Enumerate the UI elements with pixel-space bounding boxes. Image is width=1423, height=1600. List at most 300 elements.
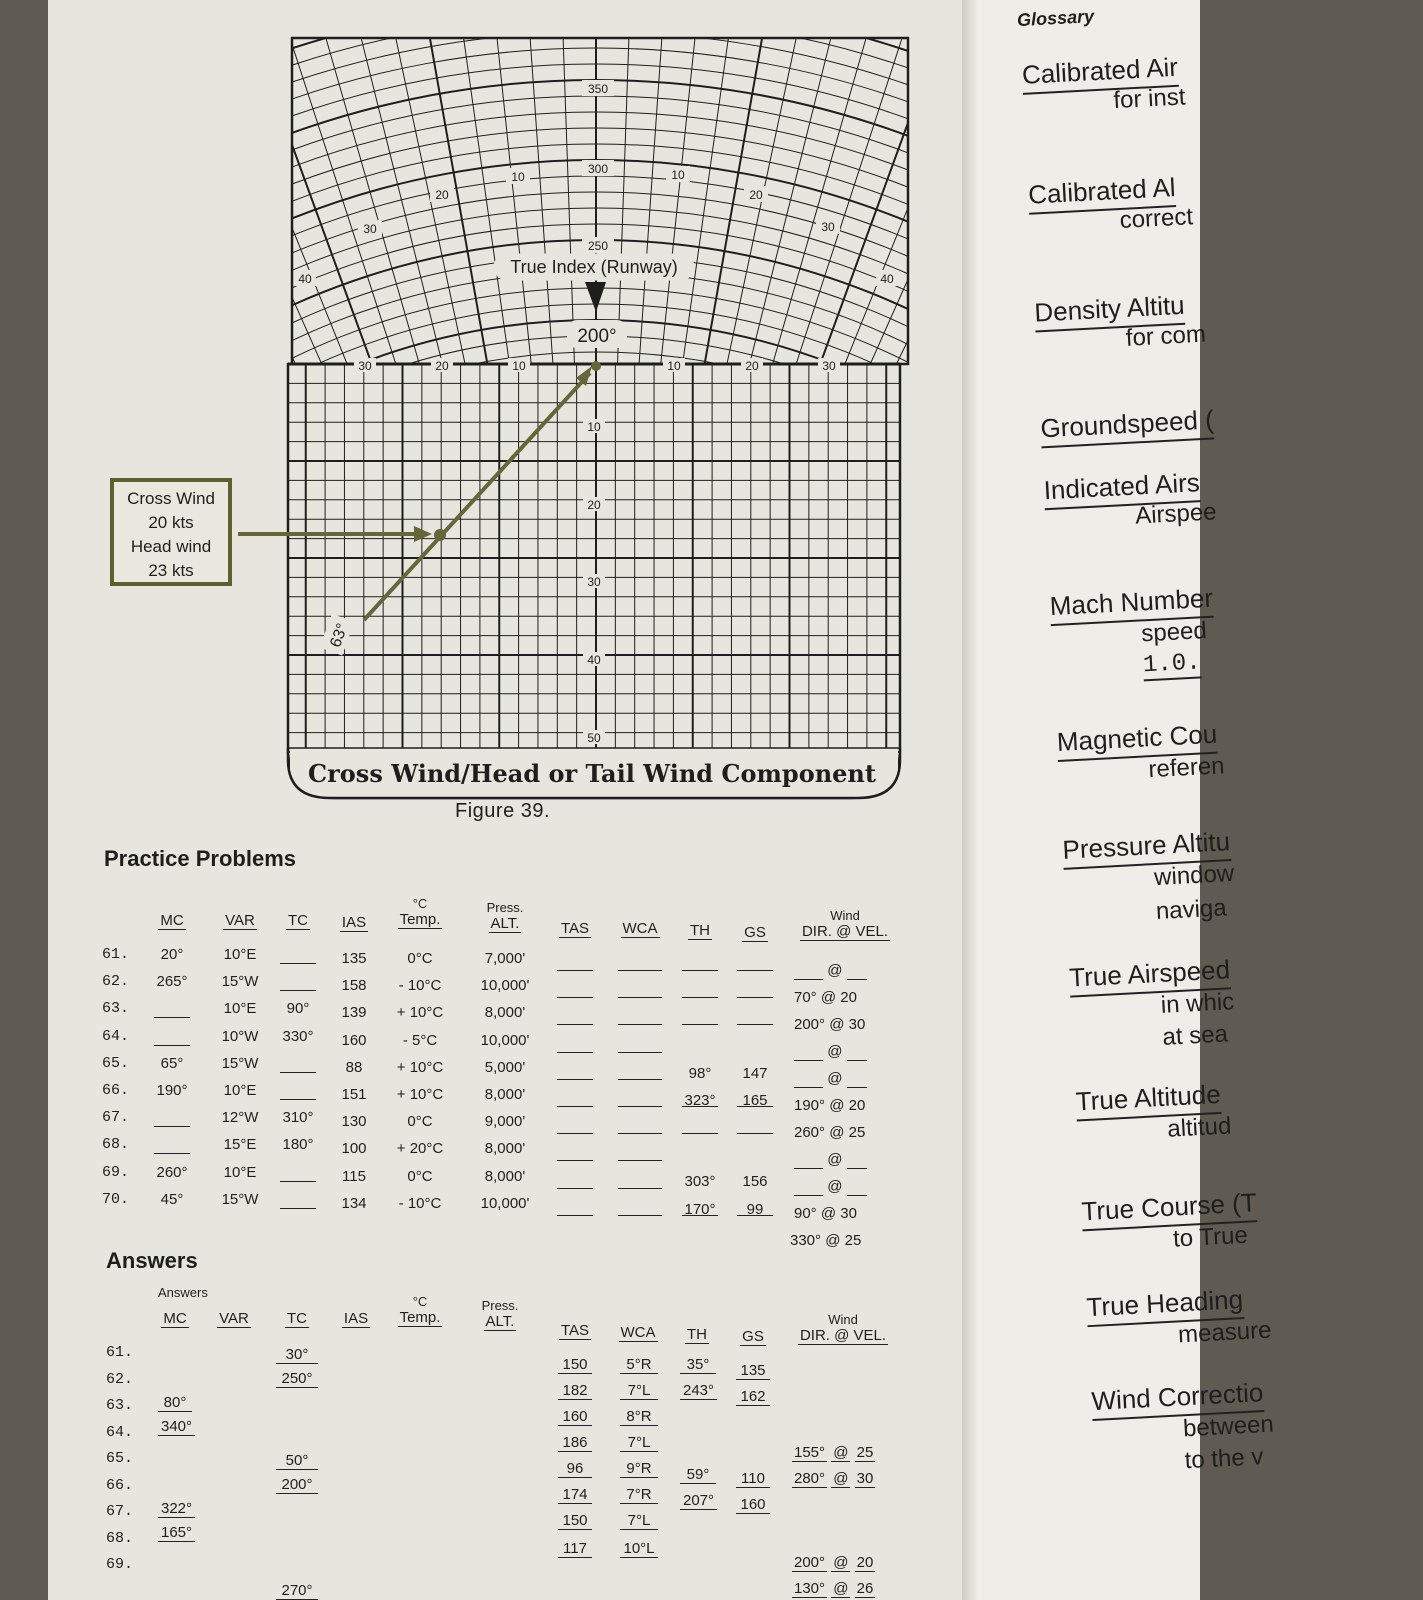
tick-30-right xyxy=(816,218,840,234)
answer-th: 59° xyxy=(680,1466,716,1484)
h-tick-10-right xyxy=(663,358,685,373)
answer-wind xyxy=(792,1554,875,1571)
runway-heading-label xyxy=(567,320,627,348)
at-sign: @ xyxy=(833,1470,849,1487)
glossary-def: Airspee xyxy=(1134,498,1218,530)
glossary-def: to True xyxy=(1172,1221,1249,1253)
origin-point xyxy=(591,361,601,371)
at-sign: @ xyxy=(833,1580,849,1597)
at-sign: @ xyxy=(825,1232,841,1249)
wind-velocity: 20 xyxy=(848,1097,866,1114)
answer-tas: 186 xyxy=(558,1434,592,1452)
answer-blank xyxy=(557,1106,593,1107)
answer-blank xyxy=(682,997,718,998)
answer-blank xyxy=(618,1024,662,1025)
cell-temp: - 10°C xyxy=(398,1194,442,1212)
wind-velocity: 30 xyxy=(840,1205,857,1222)
svg-text:30: 30 xyxy=(821,220,835,234)
glossary-def: for inst xyxy=(1112,83,1187,115)
answer-th: 207° xyxy=(680,1492,717,1510)
answer-blank xyxy=(618,1160,662,1161)
glossary-term: Wind Correctio xyxy=(1091,1377,1265,1421)
svg-text:63°: 63° xyxy=(327,621,352,650)
glossary-term: Magnetic Cou xyxy=(1056,719,1218,762)
answer-blank xyxy=(682,970,718,971)
wind-vector xyxy=(364,373,590,620)
answer-tas: 150 xyxy=(558,1512,592,1530)
wind-direction: 200° xyxy=(794,1554,826,1571)
true-index-label xyxy=(494,254,694,280)
row-number: 61. xyxy=(102,946,130,963)
v-tick-30 xyxy=(583,574,605,589)
cell-ias: 160 xyxy=(341,1031,367,1049)
answer-blank xyxy=(618,1215,662,1216)
tick-250 xyxy=(582,237,614,253)
glossary-def: for com xyxy=(1125,320,1207,352)
wind-direction: 190° xyxy=(794,1097,826,1114)
wind-entry xyxy=(794,1178,867,1195)
answer-row-number: 61. xyxy=(106,1344,134,1361)
answer-gs: 160 xyxy=(736,1496,770,1514)
wind-direction: 330° xyxy=(790,1232,822,1249)
v-tick-20 xyxy=(583,497,605,512)
cell-temp: 0°C xyxy=(407,1167,433,1185)
cell-ias: 139 xyxy=(341,1004,367,1022)
figure-caption: Figure 39. xyxy=(455,800,551,822)
svg-text:300: 300 xyxy=(587,162,609,176)
answer-blank xyxy=(737,997,773,998)
answer-blank xyxy=(280,1072,316,1073)
cell-alt: 8,000' xyxy=(484,1167,526,1185)
glossary-page xyxy=(980,0,1275,1600)
answers-header-temp xyxy=(380,1294,460,1326)
answer-blank xyxy=(557,997,593,998)
glossary-def: to the v xyxy=(1184,1443,1265,1475)
wind-entry xyxy=(794,1043,867,1060)
wind-entry xyxy=(794,1097,865,1114)
answers-header-alt-top: Press. xyxy=(481,1298,519,1313)
at-sign: @ xyxy=(829,1124,845,1141)
h-tick-30-left xyxy=(354,358,376,373)
column-header-wind xyxy=(780,908,910,940)
at-sign: @ xyxy=(827,1070,843,1087)
answer-wind xyxy=(792,1580,875,1597)
cell-mc: 265° xyxy=(156,973,188,991)
svg-text:40: 40 xyxy=(587,653,601,667)
answer-gs: 135 xyxy=(736,1362,770,1380)
answers-header-wind-top: Wind xyxy=(828,1312,858,1327)
answer-wca: 8°R xyxy=(620,1408,658,1426)
answer-blank xyxy=(618,1188,662,1189)
answer-mc: 165° xyxy=(158,1524,195,1542)
glossary-def: measure xyxy=(1177,1316,1273,1349)
answer-blank xyxy=(154,1017,190,1018)
cell-mc: 190° xyxy=(156,1082,188,1099)
answer-tas: 174 xyxy=(558,1486,592,1504)
glossary-term: True Altitude xyxy=(1075,1079,1222,1122)
answers-header-wind-label: DIR. @ VEL. xyxy=(799,1327,887,1344)
wind-entry xyxy=(794,1151,867,1168)
practice-heading: Practice Problems xyxy=(104,846,296,871)
cell-var: 12°W xyxy=(221,1109,259,1127)
column-header-wca-label: WCA xyxy=(622,920,658,937)
answer-tas: 160 xyxy=(558,1408,592,1426)
svg-text:200°: 200° xyxy=(577,326,617,347)
glossary-term: Calibrated Al xyxy=(1027,172,1176,215)
answer-tc: 50° xyxy=(276,1452,318,1470)
cell-var: 15°E xyxy=(223,1136,257,1154)
glossary-def: referen xyxy=(1147,752,1226,784)
answer-mc: 340° xyxy=(158,1418,195,1436)
svg-text:True Index (Runway): True Index (Runway) xyxy=(510,257,678,277)
row-number: 66. xyxy=(102,1082,130,1099)
h-tick-30-right xyxy=(818,358,840,373)
cell-ias: 115 xyxy=(342,1167,366,1185)
v-tick-40 xyxy=(583,652,605,667)
tick-20-right xyxy=(744,186,768,202)
answers-header-th-label: TH xyxy=(687,1326,707,1343)
answer-blank xyxy=(557,1133,593,1134)
answers-header-temp-top: °C xyxy=(412,1294,428,1309)
column-header-wind-label: DIR. @ VEL. xyxy=(801,923,889,940)
answer-wca: 7°R xyxy=(620,1486,658,1504)
answer-blank xyxy=(557,1188,593,1189)
wind-direction: 200° xyxy=(794,1016,826,1033)
tick-40-right xyxy=(876,270,898,286)
cell-alt: 5,000' xyxy=(484,1058,526,1076)
tick-300 xyxy=(582,160,614,176)
cell-ias: 158 xyxy=(341,977,367,995)
cell-alt: 9,000' xyxy=(484,1113,526,1131)
svg-text:10: 10 xyxy=(671,168,685,182)
glossary-term: True Course (T xyxy=(1081,1187,1258,1231)
answer-blank xyxy=(154,1153,190,1154)
answer-wind xyxy=(792,1470,875,1487)
cell-tc: 90° xyxy=(286,1000,310,1018)
cell-alt: 10,000' xyxy=(480,1194,530,1212)
glossary-def: correct xyxy=(1119,203,1194,234)
answer-row-number: 67. xyxy=(106,1503,134,1520)
column-header-gs-label: GS xyxy=(744,924,766,941)
cell-temp: 0°C xyxy=(407,1113,433,1131)
cell-alt: 8,000' xyxy=(484,1004,526,1022)
cell-gs: 147 xyxy=(742,1064,768,1082)
at-sign: @ xyxy=(829,1016,845,1033)
cell-alt: 8,000' xyxy=(484,1140,526,1158)
wind-velocity: 25 xyxy=(848,1124,866,1141)
answer-tc: 250° xyxy=(276,1370,318,1388)
answer-blank xyxy=(682,1106,718,1107)
cell-var: 10°E xyxy=(223,1000,257,1018)
component-point xyxy=(434,529,446,541)
answer-tc: 270° xyxy=(276,1582,318,1600)
cell-alt: 10,000' xyxy=(480,1031,530,1049)
row-number: 67. xyxy=(102,1109,130,1127)
answer-blank xyxy=(618,1133,662,1134)
column-header-temp-top: °C xyxy=(412,896,428,911)
at-sign: @ xyxy=(827,1151,843,1168)
answers-header-mc-label: MC xyxy=(163,1310,187,1327)
column-header-temp xyxy=(380,896,460,928)
cell-ias: 88 xyxy=(345,1058,363,1076)
at-sign: @ xyxy=(820,1205,837,1222)
cell-th: 170° xyxy=(684,1200,716,1218)
chart-title: Cross Wind/Head or Tail Wind Component xyxy=(308,759,876,788)
at-sign: @ xyxy=(827,962,843,979)
answer-row-number: 68. xyxy=(106,1529,134,1547)
row-number: 63. xyxy=(102,1000,130,1018)
glossary-title: Glossary xyxy=(1016,6,1095,31)
answers-header-var-label: VAR xyxy=(219,1310,249,1327)
answer-blank xyxy=(280,1208,316,1209)
answer-wca: 9°R xyxy=(620,1460,658,1478)
cell-th: 303° xyxy=(684,1173,716,1191)
at-sign: @ xyxy=(820,989,837,1006)
at-sign: @ xyxy=(827,1043,843,1060)
row-number: 65. xyxy=(102,1054,130,1072)
answer-wca: 7°L xyxy=(620,1382,658,1400)
column-header-alt-top: Press. xyxy=(486,900,524,915)
answers-header-tc-label: TC xyxy=(287,1310,307,1327)
wind-velocity: 20 xyxy=(840,989,857,1006)
column-header-alt-label: ALT. xyxy=(490,915,520,932)
glossary-def: 1.0. xyxy=(1142,649,1202,680)
answers-header-tas-label: TAS xyxy=(560,1322,590,1339)
answer-blank xyxy=(737,1024,773,1025)
column-header-ias-label: IAS xyxy=(341,914,367,931)
cell-mc: 45° xyxy=(160,1190,184,1208)
wind-direction: 90° xyxy=(794,1205,817,1222)
answer-row-number: 62. xyxy=(106,1370,134,1388)
answers-header-gs-label: GS xyxy=(742,1328,764,1345)
glossary-def: between xyxy=(1182,1410,1275,1443)
column-header-temp-label: Temp. xyxy=(399,911,441,928)
wind-entry xyxy=(794,1016,865,1033)
answer-th: 35° xyxy=(680,1356,716,1374)
glossary-term: Mach Number xyxy=(1049,583,1214,626)
wind-velocity: 30 xyxy=(848,1016,866,1033)
answer-blank xyxy=(280,1181,316,1182)
answer-blank xyxy=(280,1099,316,1100)
cell-ias: 100 xyxy=(341,1140,367,1158)
svg-text:10: 10 xyxy=(511,170,525,184)
answer-blank xyxy=(280,990,316,991)
answers-header-temp-label: Temp. xyxy=(399,1309,441,1326)
at-sign: @ xyxy=(829,1097,845,1114)
svg-text:30: 30 xyxy=(587,575,601,589)
answer-blank xyxy=(682,1133,718,1134)
cell-ias: 135 xyxy=(341,950,367,967)
answer-blank xyxy=(557,970,593,971)
glossary-term: Calibrated Air xyxy=(1021,52,1179,95)
column-header-alt xyxy=(465,900,545,932)
cell-var: 15°W xyxy=(221,1190,259,1208)
wind-components-callout: Cross Wind 20 kts Head wind 23 kts xyxy=(110,478,232,586)
answers-header-wca-label: WCA xyxy=(620,1324,656,1341)
svg-text:50: 50 xyxy=(587,731,601,745)
svg-text:20: 20 xyxy=(749,188,763,202)
answer-blank xyxy=(737,970,773,971)
answers-header-alt-label: ALT. xyxy=(485,1313,515,1330)
cell-gs: 156 xyxy=(742,1173,768,1191)
answer-blank xyxy=(557,1160,593,1161)
cell-ias: 134 xyxy=(341,1194,367,1212)
glossary-term: True Heading xyxy=(1086,1284,1244,1327)
answers-header-alt xyxy=(460,1298,540,1330)
svg-text:40: 40 xyxy=(880,272,894,286)
glossary-def: speed xyxy=(1140,617,1208,648)
answer-wca: 10°L xyxy=(620,1540,658,1558)
wind-entry xyxy=(794,1124,865,1141)
wind-entry xyxy=(790,1232,861,1249)
tick-10-left xyxy=(506,168,530,184)
h-tick-20-left xyxy=(431,358,453,373)
cell-tc: 180° xyxy=(282,1136,314,1154)
cell-var: 10°E xyxy=(223,1163,257,1181)
answer-wind xyxy=(792,1444,875,1461)
wind-entry xyxy=(794,1070,867,1087)
svg-text:20: 20 xyxy=(435,188,449,202)
wind-entry xyxy=(794,962,867,979)
answer-blank xyxy=(618,1079,662,1080)
answer-blank xyxy=(154,1045,190,1046)
svg-text:20: 20 xyxy=(435,359,449,373)
answer-mc: 80° xyxy=(158,1394,192,1412)
answer-blank xyxy=(557,1079,593,1080)
cell-ias: 151 xyxy=(341,1086,367,1103)
glossary-def: naviga xyxy=(1155,894,1228,926)
answer-tas: 182 xyxy=(558,1382,592,1400)
glossary-def: at sea xyxy=(1161,1020,1229,1051)
at-sign: @ xyxy=(827,1178,843,1195)
svg-text:350: 350 xyxy=(587,82,609,96)
cell-th: 323° xyxy=(684,1091,716,1109)
cell-mc: 20° xyxy=(160,946,184,963)
glossary-term: Indicated Airs xyxy=(1043,467,1201,510)
answer-th: 243° xyxy=(680,1382,717,1400)
answer-mc: 322° xyxy=(158,1500,195,1518)
answer-row-number: 66. xyxy=(106,1476,134,1494)
column-header-var-label: VAR xyxy=(225,912,255,929)
wind-velocity: 25 xyxy=(856,1444,874,1461)
answer-tas: 117 xyxy=(558,1540,592,1558)
answer-blank xyxy=(618,970,662,971)
wind-direction: 260° xyxy=(794,1124,826,1141)
answer-wca: 5°R xyxy=(620,1356,658,1374)
answers-subheading: Answers xyxy=(158,1285,208,1300)
cell-temp: + 20°C xyxy=(396,1140,444,1158)
answer-blank xyxy=(737,1106,773,1107)
cell-ias: 130 xyxy=(341,1113,367,1131)
answer-blank xyxy=(280,963,316,964)
cell-temp: + 10°C xyxy=(396,1058,444,1076)
column-header-mc-label: MC xyxy=(160,912,184,929)
answer-blank xyxy=(557,1215,593,1216)
answer-tc: 200° xyxy=(276,1476,318,1494)
svg-text:20: 20 xyxy=(745,359,759,373)
cell-alt: 10,000' xyxy=(480,977,530,995)
answer-blank xyxy=(618,1106,662,1107)
answer-row-number: 69. xyxy=(106,1556,134,1573)
column-header-tas-label: TAS xyxy=(560,920,590,937)
glossary-def: altitud xyxy=(1166,1112,1233,1143)
answer-row-number: 65. xyxy=(106,1450,134,1467)
answers-header-wind xyxy=(778,1312,908,1344)
cell-mc: 260° xyxy=(156,1163,188,1181)
at-sign: @ xyxy=(833,1554,849,1571)
answer-blank xyxy=(557,1052,593,1053)
row-number: 69. xyxy=(102,1163,130,1181)
tick-10-right xyxy=(666,166,690,182)
glossary-term: True Airspeed xyxy=(1069,954,1232,997)
wind-direction: 70° xyxy=(794,989,817,1006)
cell-gs: 165 xyxy=(742,1091,768,1109)
svg-text:30: 30 xyxy=(358,359,372,373)
svg-text:20: 20 xyxy=(587,498,601,512)
wind-velocity: 26 xyxy=(856,1580,874,1597)
answer-row-number: 64. xyxy=(106,1423,134,1441)
cell-mc: 65° xyxy=(160,1054,184,1072)
cell-var: 15°W xyxy=(221,973,259,991)
answer-blank xyxy=(618,997,662,998)
answer-blank xyxy=(737,1215,773,1216)
svg-text:30: 30 xyxy=(363,222,377,236)
column-header-th-label: TH xyxy=(690,922,710,939)
svg-text:250: 250 xyxy=(587,239,609,253)
svg-text:10: 10 xyxy=(587,420,601,434)
answers-heading: Answers xyxy=(106,1248,198,1273)
tick-20-left xyxy=(430,186,454,202)
cell-gs: 99 xyxy=(746,1200,764,1218)
column-header-tc-label: TC xyxy=(288,912,308,929)
glossary-def: window xyxy=(1153,859,1235,892)
cell-temp: - 10°C xyxy=(398,977,442,995)
row-number: 70. xyxy=(102,1190,130,1208)
wind-direction: 130° xyxy=(794,1580,826,1597)
cell-var: 15°W xyxy=(221,1054,259,1072)
answer-row-number: 63. xyxy=(106,1397,134,1414)
v-tick-10 xyxy=(583,419,605,434)
row-number: 62. xyxy=(102,973,130,991)
tick-40-left xyxy=(294,270,316,286)
answer-tc: 30° xyxy=(276,1346,318,1364)
cell-alt: 7,000' xyxy=(484,950,526,967)
glossary-term: Pressure Altitu xyxy=(1062,826,1231,870)
cell-alt: 8,000' xyxy=(484,1086,526,1103)
v-tick-50 xyxy=(583,730,605,745)
answer-gs: 162 xyxy=(736,1388,770,1406)
answer-blank xyxy=(154,1126,190,1127)
h-tick-20-right xyxy=(741,358,763,373)
wind-direction: 155° xyxy=(794,1444,826,1461)
at-sign: @ xyxy=(833,1444,849,1461)
svg-text:10: 10 xyxy=(512,359,526,373)
answer-tas: 150 xyxy=(558,1356,592,1374)
book-gutter xyxy=(962,0,980,1600)
cell-temp: + 10°C xyxy=(396,1004,444,1022)
answer-blank xyxy=(618,1052,662,1053)
answer-blank xyxy=(737,1133,773,1134)
answer-blank xyxy=(557,1024,593,1025)
row-number: 64. xyxy=(102,1027,130,1045)
cell-temp: + 10°C xyxy=(396,1086,444,1103)
true-index-pointer xyxy=(585,282,606,312)
tick-30-left xyxy=(358,220,382,236)
cell-var: 10°E xyxy=(223,946,257,963)
answer-wca: 7°L xyxy=(620,1434,658,1452)
cell-temp: - 5°C xyxy=(402,1031,438,1049)
callout-arrowhead xyxy=(414,526,432,542)
